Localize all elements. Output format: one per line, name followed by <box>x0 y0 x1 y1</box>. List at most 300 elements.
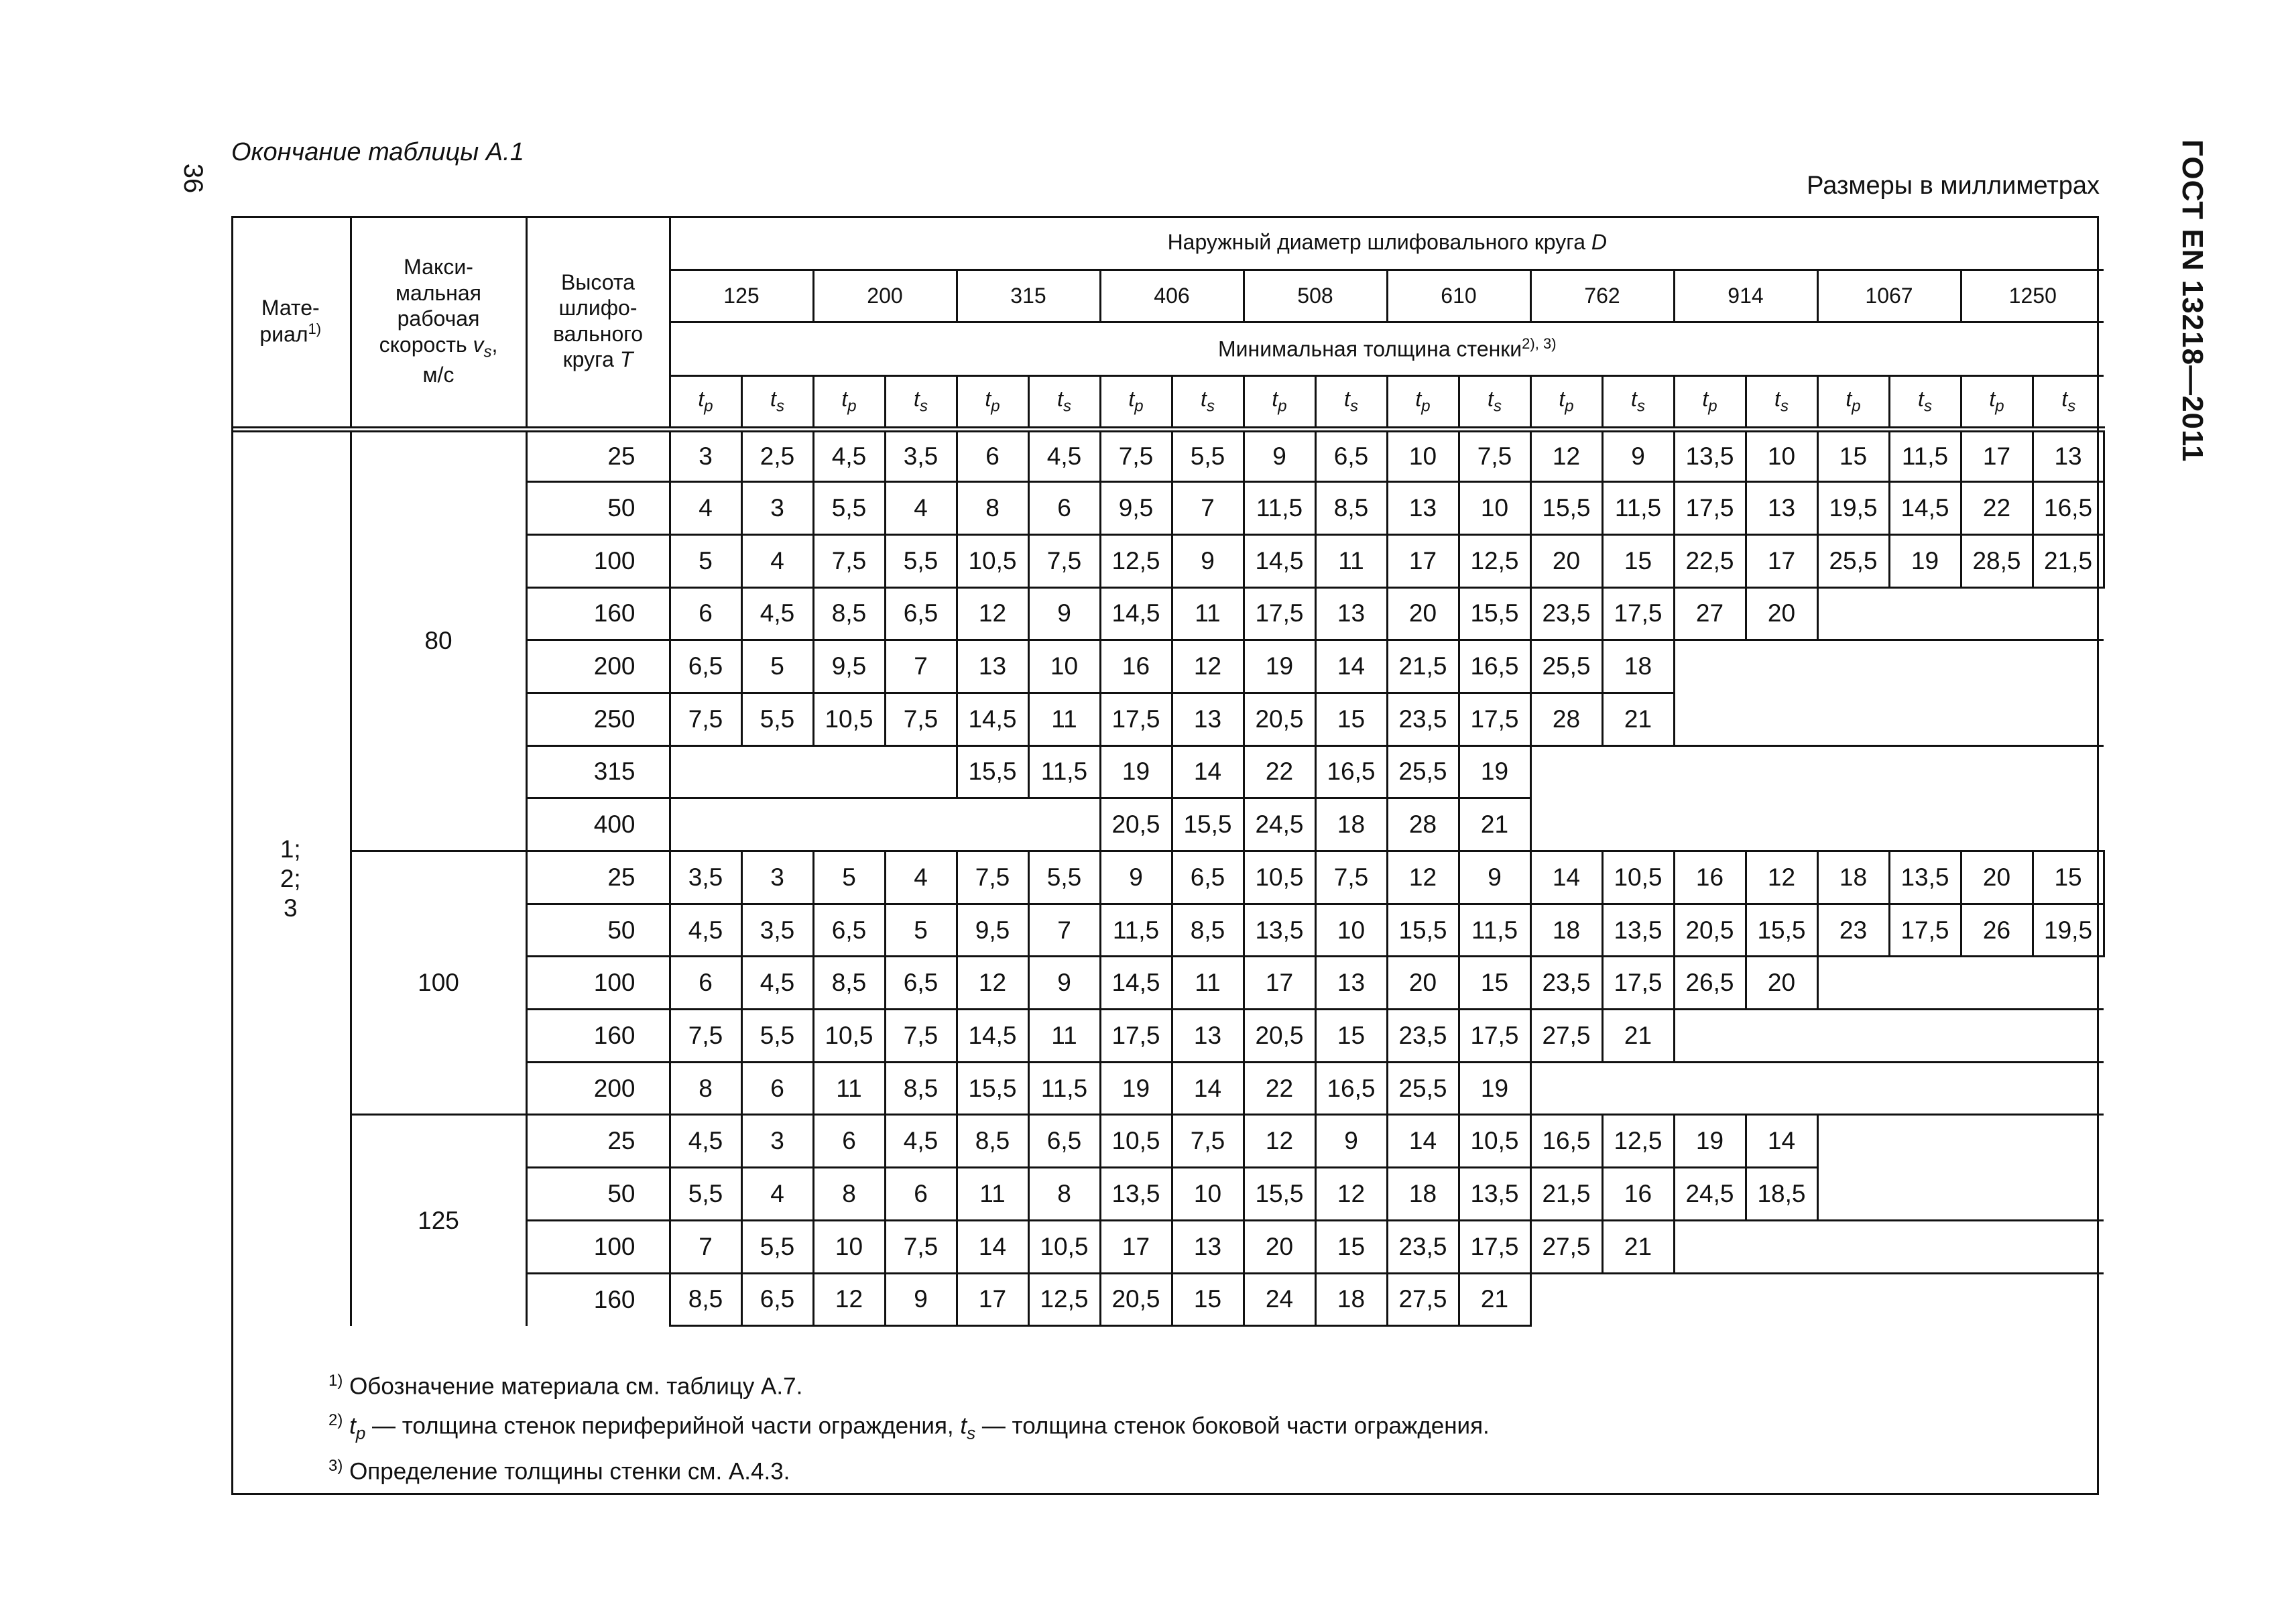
value-cell: 10 <box>1172 1168 1244 1221</box>
value-cell: 20,5 <box>1244 1010 1315 1063</box>
value-cell: 6,5 <box>813 904 885 957</box>
header-height <box>526 216 670 429</box>
value-cell: 14,5 <box>957 693 1028 745</box>
value-cell: 5,5 <box>670 1168 741 1221</box>
value-cell: 11,5 <box>1028 745 1100 798</box>
header-speed-l2: мальная <box>396 280 481 305</box>
value-cell: 25,5 <box>1387 745 1459 798</box>
ts-header-406 <box>1172 375 1244 429</box>
value-cell: 19 <box>1889 534 1961 587</box>
diameter-header-406: 406 <box>1100 269 1244 322</box>
height-cell: 100 <box>526 534 670 587</box>
value-cell: 15,5 <box>1459 587 1530 640</box>
value-cell: 5,5 <box>813 482 885 535</box>
empty-cell <box>1817 957 2104 1010</box>
value-cell: 7 <box>885 640 957 693</box>
value-cell: 12 <box>1530 429 1602 482</box>
value-cell: 23 <box>1817 904 1889 957</box>
value-cell: 6 <box>670 957 741 1010</box>
value-cell: 11,5 <box>1028 1062 1100 1115</box>
speed-cell: 125 <box>351 1115 526 1326</box>
ts-header-base: t <box>1774 386 1780 411</box>
value-cell: 28 <box>1387 798 1459 851</box>
value-cell: 17,5 <box>1244 587 1315 640</box>
empty-cell <box>1530 1062 2104 1115</box>
value-cell: 15,5 <box>957 1062 1028 1115</box>
value-cell: 20 <box>1244 1220 1315 1273</box>
value-cell: 20 <box>1961 851 2033 904</box>
material-cell <box>231 429 351 1326</box>
diameter-header-508: 508 <box>1244 269 1387 322</box>
value-cell: 13,5 <box>1602 904 1674 957</box>
value-cell: 17,5 <box>1602 587 1674 640</box>
value-cell: 26 <box>1961 904 2033 957</box>
height-cell: 315 <box>526 745 670 798</box>
header-height-l4: круга <box>562 347 614 372</box>
ts-header-base: t <box>1057 386 1063 411</box>
value-cell: 10,5 <box>1028 1220 1100 1273</box>
tp-header-base: t <box>1272 386 1278 411</box>
header-material-note: 1) <box>308 320 322 337</box>
value-cell: 6,5 <box>885 957 957 1010</box>
empty-cell <box>1674 640 2104 693</box>
value-cell: 15,5 <box>1244 1168 1315 1221</box>
table-row <box>231 851 2104 904</box>
value-cell: 8,5 <box>1172 904 1244 957</box>
value-cell: 3 <box>741 851 813 904</box>
value-cell: 14,5 <box>1889 482 1961 535</box>
footnote-1-text: Обозначение материала см. таблицу А.7. <box>349 1373 803 1400</box>
tp-header-sub: p <box>1565 397 1574 416</box>
value-cell: 7,5 <box>670 693 741 745</box>
value-cell: 4,5 <box>741 587 813 640</box>
value-cell: 12 <box>957 587 1028 640</box>
tp-header-sub: p <box>704 397 713 416</box>
value-cell: 19 <box>1100 1062 1172 1115</box>
value-cell: 20 <box>1530 534 1602 587</box>
speed-cell: 80 <box>351 429 526 851</box>
value-cell: 7,5 <box>1459 429 1530 482</box>
value-cell: 21 <box>1602 1220 1674 1273</box>
value-cell: 10,5 <box>1244 851 1315 904</box>
value-cell: 13 <box>2033 429 2104 482</box>
value-cell: 21 <box>1459 798 1530 851</box>
empty-cell <box>1530 1273 2104 1326</box>
page-number: 36 <box>178 163 208 194</box>
value-cell: 10,5 <box>1459 1115 1530 1168</box>
value-cell: 12 <box>1244 1115 1315 1168</box>
footnote-3-text: Определение толщины стенки см. А.4.3. <box>349 1458 790 1485</box>
value-cell: 9,5 <box>813 640 885 693</box>
tp-header-sub: p <box>1708 397 1717 416</box>
value-cell: 13,5 <box>1459 1168 1530 1221</box>
value-cell: 4 <box>885 482 957 535</box>
value-cell: 15 <box>1817 429 1889 482</box>
value-cell: 9 <box>1459 851 1530 904</box>
value-cell: 14 <box>1746 1115 1817 1168</box>
value-cell: 16,5 <box>2033 482 2104 535</box>
ts-header-914 <box>1746 375 1817 429</box>
tp-header-sub: p <box>1421 397 1431 416</box>
height-cell: 160 <box>526 587 670 640</box>
ts-header-base: t <box>1631 386 1637 411</box>
height-cell: 160 <box>526 1273 670 1326</box>
value-cell: 10 <box>1028 640 1100 693</box>
footnote-1-mark: 1) <box>328 1372 343 1390</box>
ts-header-sub: s <box>1349 397 1358 416</box>
value-cell: 15 <box>1172 1273 1244 1326</box>
value-cell: 6 <box>741 1062 813 1115</box>
diameter-header-125: 125 <box>670 269 813 322</box>
ts-header-sub: s <box>2067 397 2076 416</box>
tp-header-base: t <box>1702 386 1709 411</box>
diameter-header-610: 610 <box>1387 269 1530 322</box>
value-cell: 11,5 <box>1889 429 1961 482</box>
value-cell: 10,5 <box>813 693 885 745</box>
value-cell: 6,5 <box>885 587 957 640</box>
value-cell: 15,5 <box>1746 904 1817 957</box>
value-cell: 14 <box>1172 1062 1244 1115</box>
value-cell: 7,5 <box>957 851 1028 904</box>
header-height-var: T <box>619 347 633 372</box>
value-cell: 27,5 <box>1530 1220 1602 1273</box>
value-cell: 4,5 <box>741 957 813 1010</box>
footnote-2-ts: t <box>960 1412 967 1439</box>
value-cell: 8,5 <box>813 587 885 640</box>
value-cell: 8,5 <box>813 957 885 1010</box>
value-cell: 4,5 <box>670 904 741 957</box>
value-cell: 10 <box>1459 482 1530 535</box>
value-cell: 8,5 <box>957 1115 1028 1168</box>
header-speed-var-sub: s <box>483 342 492 361</box>
value-cell: 17 <box>1961 429 2033 482</box>
tp-header-sub: p <box>847 397 857 416</box>
tp-header-1067 <box>1817 375 1889 429</box>
height-cell: 25 <box>526 1115 670 1168</box>
value-cell: 17 <box>1387 534 1459 587</box>
tp-header-base: t <box>1415 386 1422 411</box>
footnote-2-text-b: — толщина стенок боковой части ограждения. <box>975 1412 1490 1439</box>
ts-header-125 <box>741 375 813 429</box>
value-cell: 7 <box>1172 482 1244 535</box>
value-cell: 19,5 <box>1817 482 1889 535</box>
value-cell: 13 <box>1315 587 1387 640</box>
value-cell: 12 <box>1387 851 1459 904</box>
value-cell: 16,5 <box>1315 1062 1387 1115</box>
empty-cell <box>1817 587 2104 640</box>
ts-header-base: t <box>2061 386 2068 411</box>
speed-cell: 100 <box>351 851 526 1115</box>
value-cell: 11,5 <box>1459 904 1530 957</box>
footnotes <box>328 1364 1490 1489</box>
units-note: Размеры в миллиметрах <box>1807 172 2100 200</box>
value-cell: 20,5 <box>1100 1273 1172 1326</box>
tp-header-base: t <box>1559 386 1565 411</box>
value-cell: 4 <box>670 482 741 535</box>
value-cell: 13 <box>1172 1010 1244 1063</box>
value-cell: 14 <box>1530 851 1602 904</box>
value-cell: 26,5 <box>1674 957 1746 1010</box>
value-cell: 7,5 <box>670 1010 741 1063</box>
ts-header-base: t <box>1488 386 1494 411</box>
header-speed-l5: м/с <box>422 362 455 387</box>
value-cell: 6 <box>957 429 1028 482</box>
footnote-3 <box>328 1449 1490 1489</box>
value-cell: 9 <box>885 1273 957 1326</box>
value-cell: 11 <box>1028 1010 1100 1063</box>
value-cell: 11 <box>1315 534 1387 587</box>
value-cell: 4 <box>885 851 957 904</box>
value-cell: 13 <box>1172 693 1244 745</box>
value-cell: 8 <box>957 482 1028 535</box>
value-cell: 12,5 <box>1602 1115 1674 1168</box>
empty-cell <box>670 745 957 798</box>
value-cell: 11 <box>1172 587 1244 640</box>
tp-header-610 <box>1387 375 1459 429</box>
tp-header-sub: p <box>1995 397 2004 416</box>
value-cell: 16 <box>1602 1168 1674 1221</box>
value-cell: 18 <box>1387 1168 1459 1221</box>
value-cell: 4,5 <box>670 1115 741 1168</box>
value-cell: 17 <box>1244 957 1315 1010</box>
value-cell: 4 <box>741 1168 813 1221</box>
value-cell: 21,5 <box>1530 1168 1602 1221</box>
value-cell: 4,5 <box>1028 429 1100 482</box>
tp-header-1250 <box>1961 375 2033 429</box>
tp-header-base: t <box>985 386 991 411</box>
height-cell: 25 <box>526 429 670 482</box>
ts-header-sub: s <box>1636 397 1645 416</box>
value-cell: 22 <box>1244 1062 1315 1115</box>
header-speed-l3: рабочая <box>397 306 480 331</box>
value-cell: 5 <box>670 534 741 587</box>
footnote-2-tp: t <box>349 1412 356 1439</box>
value-cell: 7,5 <box>885 1010 957 1063</box>
value-cell: 14,5 <box>1100 587 1172 640</box>
value-cell: 4 <box>741 534 813 587</box>
ts-header-1250 <box>2033 375 2104 429</box>
value-cell: 21 <box>1602 693 1674 745</box>
value-cell: 10,5 <box>813 1010 885 1063</box>
height-cell: 200 <box>526 640 670 693</box>
value-cell: 8,5 <box>885 1062 957 1115</box>
value-cell: 3 <box>741 482 813 535</box>
ts-header-base: t <box>1918 386 1924 411</box>
ts-header-1067 <box>1889 375 1961 429</box>
tp-header-914 <box>1674 375 1746 429</box>
footnote-2-tp-sub: p <box>355 1423 366 1443</box>
value-cell: 14 <box>957 1220 1028 1273</box>
standard-designation: ГОСТ EN 13218—2011 <box>2176 139 2209 463</box>
value-cell: 20 <box>1746 957 1817 1010</box>
height-cell: 200 <box>526 1062 670 1115</box>
ts-header-base: t <box>1344 386 1350 411</box>
material-value: 2; <box>280 864 301 892</box>
value-cell: 10,5 <box>957 534 1028 587</box>
value-cell: 15,5 <box>1172 798 1244 851</box>
value-cell: 11 <box>1172 957 1244 1010</box>
tp-header-base: t <box>1989 386 1996 411</box>
value-cell: 6 <box>813 1115 885 1168</box>
value-cell: 27 <box>1674 587 1746 640</box>
value-cell: 24 <box>1244 1273 1315 1326</box>
ts-header-sub: s <box>1063 397 1071 416</box>
value-cell: 15,5 <box>1530 482 1602 535</box>
value-cell: 14,5 <box>1100 957 1172 1010</box>
footnote-2-text-a: — толщина стенок периферийной части ограждения, <box>365 1412 961 1439</box>
value-cell: 9 <box>1100 851 1172 904</box>
header-thickness <box>670 322 2104 375</box>
ts-header-base: t <box>914 386 920 411</box>
height-cell: 250 <box>526 693 670 745</box>
value-cell: 2,5 <box>741 429 813 482</box>
value-cell: 13,5 <box>1674 429 1746 482</box>
value-cell: 24,5 <box>1674 1168 1746 1221</box>
value-cell: 3,5 <box>670 851 741 904</box>
value-cell: 9,5 <box>1100 482 1172 535</box>
height-cell: 25 <box>526 851 670 904</box>
tp-header-508 <box>1244 375 1315 429</box>
value-cell: 16,5 <box>1459 640 1530 693</box>
value-cell: 8,5 <box>670 1273 741 1326</box>
value-cell: 6,5 <box>670 640 741 693</box>
value-cell: 17,5 <box>1100 1010 1172 1063</box>
value-cell: 9,5 <box>957 904 1028 957</box>
header-speed-l4: скорость <box>379 332 467 357</box>
ts-header-sub: s <box>1780 397 1789 416</box>
header-height-l1: Высота <box>561 269 635 294</box>
footnote-2 <box>328 1404 1490 1450</box>
value-cell: 7,5 <box>813 534 885 587</box>
ts-header-508 <box>1315 375 1387 429</box>
value-cell: 4,5 <box>885 1115 957 1168</box>
value-cell: 20 <box>1387 957 1459 1010</box>
value-cell: 7,5 <box>1028 534 1100 587</box>
table-row <box>231 1115 2104 1168</box>
header-diameter-label: Наружный диаметр шлифовального круга <box>1167 229 1585 254</box>
value-cell: 3 <box>741 1115 813 1168</box>
ts-header-sub: s <box>919 397 928 416</box>
value-cell: 17,5 <box>1674 482 1746 535</box>
value-cell: 20,5 <box>1100 798 1172 851</box>
value-cell: 9 <box>1172 534 1244 587</box>
value-cell: 24,5 <box>1244 798 1315 851</box>
table-caption: Окончание таблицы А.1 <box>231 138 524 166</box>
header-material-label: Мате-риал <box>259 295 320 347</box>
value-cell: 11 <box>957 1168 1028 1221</box>
tp-header-315 <box>957 375 1028 429</box>
value-cell: 19 <box>1459 1062 1530 1115</box>
height-cell: 50 <box>526 482 670 535</box>
value-cell: 3,5 <box>885 429 957 482</box>
header-material <box>231 216 351 429</box>
value-cell: 14,5 <box>1244 534 1315 587</box>
value-cell: 7,5 <box>885 693 957 745</box>
value-cell: 19 <box>1674 1115 1746 1168</box>
value-cell: 6 <box>885 1168 957 1221</box>
value-cell: 6,5 <box>1028 1115 1100 1168</box>
footnote-2-ts-sub: s <box>967 1423 976 1443</box>
tp-header-sub: p <box>991 397 1000 416</box>
value-cell: 7 <box>1028 904 1100 957</box>
ts-header-762 <box>1602 375 1674 429</box>
value-cell: 15,5 <box>957 745 1028 798</box>
value-cell: 25,5 <box>1817 534 1889 587</box>
value-cell: 11,5 <box>1244 482 1315 535</box>
value-cell: 3 <box>670 429 741 482</box>
value-cell: 23,5 <box>1387 693 1459 745</box>
ts-header-base: t <box>1201 386 1207 411</box>
tp-header-406 <box>1100 375 1172 429</box>
header-height-l3: вального <box>552 321 643 346</box>
value-cell: 6,5 <box>741 1273 813 1326</box>
tp-header-base: t <box>841 386 848 411</box>
header-thickness-label: Минимальная толщина стенки <box>1218 337 1522 361</box>
value-cell: 22 <box>1244 745 1315 798</box>
tp-header-base: t <box>698 386 705 411</box>
value-cell: 17 <box>1100 1220 1172 1273</box>
value-cell: 18 <box>1530 904 1602 957</box>
value-cell: 16 <box>1100 640 1172 693</box>
value-cell: 5,5 <box>741 693 813 745</box>
value-cell: 9 <box>1602 429 1674 482</box>
value-cell: 7 <box>670 1220 741 1273</box>
ts-header-sub: s <box>1923 397 1932 416</box>
height-cell: 400 <box>526 798 670 851</box>
value-cell: 14 <box>1387 1115 1459 1168</box>
header-diameter-var: D <box>1591 229 1607 254</box>
value-cell: 23,5 <box>1530 957 1602 1010</box>
value-cell: 28,5 <box>1961 534 2033 587</box>
ts-header-200 <box>885 375 957 429</box>
value-cell: 13 <box>1387 482 1459 535</box>
value-cell: 13 <box>1172 1220 1244 1273</box>
value-cell: 5,5 <box>1028 851 1100 904</box>
material-value: 3 <box>283 894 298 922</box>
value-cell: 9 <box>1028 957 1100 1010</box>
value-cell: 6,5 <box>1172 851 1244 904</box>
diameter-header-315: 315 <box>957 269 1100 322</box>
value-cell: 17 <box>1746 534 1817 587</box>
value-cell: 15 <box>1602 534 1674 587</box>
value-cell: 11 <box>1028 693 1100 745</box>
value-cell: 12,5 <box>1459 534 1530 587</box>
value-cell: 6 <box>1028 482 1100 535</box>
value-cell: 17,5 <box>1459 1010 1530 1063</box>
diameter-header-914: 914 <box>1674 269 1817 322</box>
value-cell: 15 <box>1459 957 1530 1010</box>
value-cell: 16 <box>1674 851 1746 904</box>
value-cell: 27,5 <box>1530 1010 1602 1063</box>
material-value: 1; <box>280 835 301 863</box>
value-cell: 23,5 <box>1530 587 1602 640</box>
tp-header-base: t <box>1846 386 1852 411</box>
value-cell: 14 <box>1315 640 1387 693</box>
value-cell: 7,5 <box>1172 1115 1244 1168</box>
ts-header-sub: s <box>1493 397 1502 416</box>
value-cell: 8 <box>1028 1168 1100 1221</box>
value-cell: 5,5 <box>885 534 957 587</box>
value-cell: 18,5 <box>1746 1168 1817 1221</box>
value-cell: 7,5 <box>885 1220 957 1273</box>
header-thickness-note: 2), 3) <box>1522 335 1557 353</box>
value-cell: 14,5 <box>957 1010 1028 1063</box>
value-cell: 13,5 <box>1889 851 1961 904</box>
value-cell: 10,5 <box>1602 851 1674 904</box>
value-cell: 18 <box>1315 1273 1387 1326</box>
empty-cell <box>1530 745 2104 798</box>
value-cell: 15,5 <box>1387 904 1459 957</box>
